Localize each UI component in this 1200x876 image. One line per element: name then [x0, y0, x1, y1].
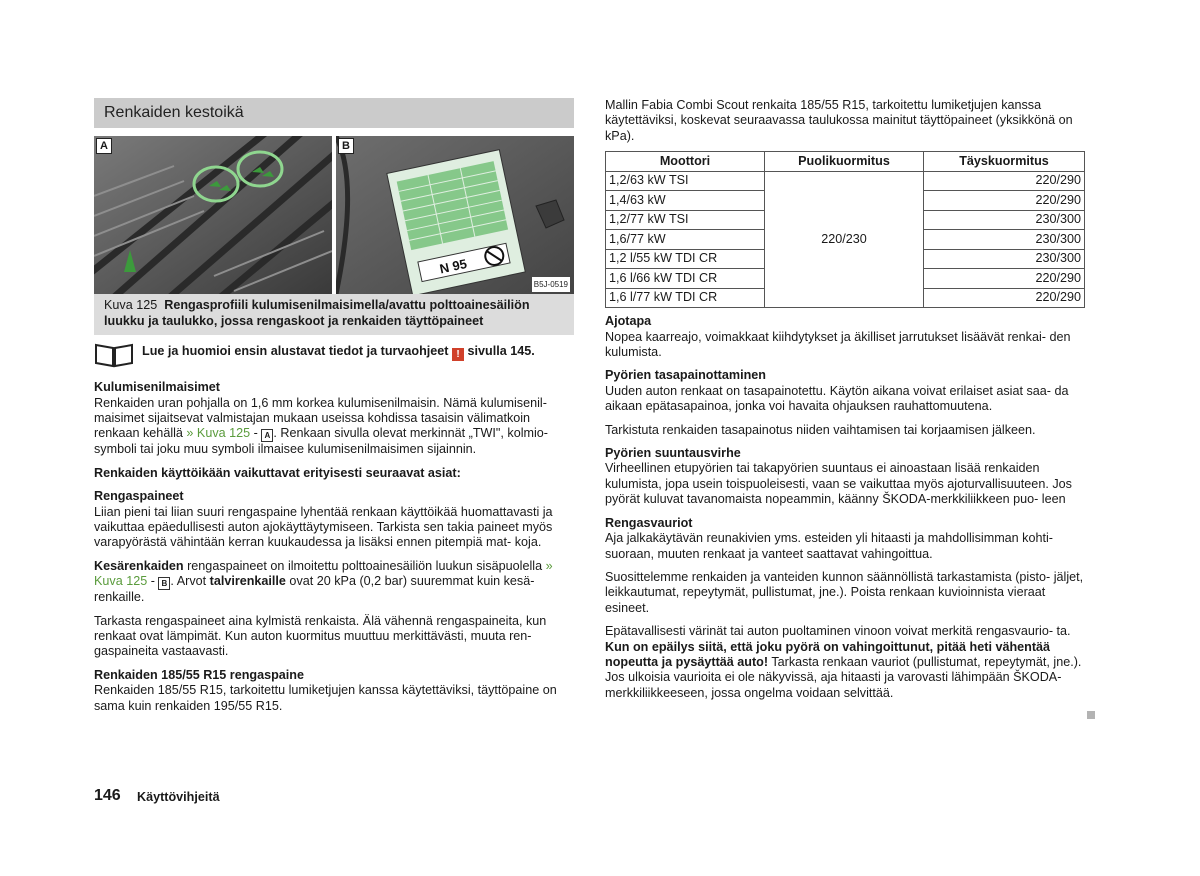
- notice-page-ref[interactable]: sivulla 145.: [467, 344, 535, 359]
- page-number: 146: [94, 787, 121, 804]
- vibration-text-2: Tarkasta renkaan vauriot (pullistumat, repeytymät, jne.). Jos ulkoisia vaurioita ei ole näkyvissä, aja hitaasti ja varovasti lähimpään ŠKODA-merkkiliikkeeseen, jossa ongelma voidaan selvittää.: [605, 654, 1082, 700]
- summer-text-1: rengaspaineet on ilmoitettu polttoainesäiliön luukun sisäpuolella: [183, 558, 543, 573]
- panel-a-letter: A: [96, 138, 112, 154]
- inspection-paragraph: Suosittelemme renkaiden ja vanteiden kunnon säännöllistä tarkastamista (pisto- jäljet, leikkautumat, repeytymät, pullistumat, jne.). Poista renkaan kuvioinnista vieraat esineet.: [605, 569, 1084, 615]
- r15-heading: Renkaiden 185/55 R15 rengaspaine: [94, 667, 304, 682]
- wear-indicator-heading: Kulumisenilmaisimet: [94, 380, 220, 395]
- safety-notice: [94, 342, 574, 368]
- summer-bold: Kesärenkaiden: [94, 558, 184, 573]
- book-icon: [94, 342, 134, 368]
- col-full-load: Täyskuormitus: [924, 152, 1085, 172]
- wear-text-2: . Renkaan sivulla olevat merkinnät „TWI", kolmio- symboli tai joku muu symboli ilmaisee kulumisenilmaisimen sijainnin.: [94, 426, 548, 457]
- summer-tyres-paragraph: [94, 559, 574, 606]
- engine-cell: 1,6 l/77 kW TDI CR: [606, 288, 765, 308]
- fuel-label-text: N 95: [438, 256, 469, 277]
- alignment-paragraph: Virheellinen etupyörien tai takapyörien suuntaus ei ainoastaan lisää renkaiden kulumista, jopa usein toispuoleisesti, vaan se vaikuttaa myös ajoturvallisuuteen. Jos pyörät kuluvat tavanomaista nopeammin, käänny ŠKODA-merkkiliikkeen puo- leen: [605, 461, 1072, 507]
- full-load-cell: 220/290: [924, 191, 1085, 211]
- driving-style-paragraph: Nopea kaarreajo, voimakkaat kiihdytykset ja äkilliset jarrutukset lisäävät renkai- den kulumista.: [605, 329, 1071, 360]
- footer-section-title: Käyttövihjeitä: [137, 790, 220, 804]
- notice-text: [142, 344, 535, 361]
- driving-style-heading: Ajotapa: [605, 314, 652, 329]
- table-header-row: [606, 152, 1085, 172]
- tyre-pressure-heading: Rengaspaineet: [94, 489, 184, 504]
- full-load-cell: 220/290: [924, 269, 1085, 289]
- caption-text: Rengasprofiili kulumisenilmaisimella/avattu polttoainesäiliön luukku ja taulukko, jossa rengaskoot ja renkaiden täyttöpaineet: [104, 298, 530, 328]
- vibration-text-1: Epätavallisesti värinät tai auton puoltaminen vinoon voivat merkitä rengasvaurio- ta.: [605, 624, 1071, 639]
- col-half-load: Puolikuormitus: [765, 152, 924, 172]
- balancing-heading: Pyörien tasapainottaminen: [605, 368, 766, 383]
- wear-text-1: Renkaiden uran pohjalla on 1,6 mm korkea kulumisenilmaisin. Nämä kulumisenil- maisimet sijaitsevat valmistajan mukaan useissa kohdissa tasaisin välimatkoin renkaan kehällä: [94, 395, 547, 441]
- col-engine: Moottori: [606, 152, 765, 172]
- figure-panel-b: [336, 136, 574, 294]
- intro-paragraph: Mallin Fabia Combi Scout renkaita 185/55 R15, tarkoitettu lumiketjujen kanssa käytettäviksi, koskevat seuraavassa taulukossa mainitut täyttöpaineet (yksikkönä on kPa).: [605, 98, 1073, 143]
- caption-label: Kuva 125: [104, 298, 158, 312]
- balancing-paragraph: Uuden auton renkaat on tasapainotettu. Käytön aikana voivat erilaiset asiat saa- da aikaan epätasapainoa, jonka voi havaita ohjauksen rauhattomuutena.: [605, 383, 1069, 414]
- summer-text-2: . Arvot: [170, 574, 210, 589]
- panel-ref-a: A: [261, 429, 273, 442]
- engine-cell: 1,2/63 kW TSI: [606, 171, 765, 191]
- winter-bold: talvirenkaille: [209, 574, 286, 589]
- full-load-cell: 230/300: [924, 249, 1085, 269]
- right-column: [605, 98, 1085, 709]
- engine-cell: 1,2/77 kW TSI: [606, 210, 765, 230]
- damage-heading: Rengasvauriot: [605, 515, 693, 530]
- half-load-cell: 220/230: [765, 171, 924, 308]
- warning-icon: !: [452, 348, 464, 361]
- cold-tyres-paragraph: Tarkasta rengaspaineet aina kylmistä renkaista. Älä vähennä rengaspaineita, kun renkaat ovat lämpimät. Kun auton kuormitus muuttuu merkittävästi, muuta ren- gaspaineita vastaavasti.: [94, 613, 547, 659]
- figure-panel-a: [94, 136, 332, 294]
- full-load-cell: 220/290: [924, 171, 1085, 191]
- figure-caption: [94, 294, 574, 335]
- damage-paragraph: Aja jalkakäytävän reunakivien yms. esteiden yli hitaasti ja mahdollisimman kohti- suoraan, muuten renkaat ja vanteet saattavat vahingoittua.: [605, 531, 1053, 561]
- vibration-paragraph: [605, 624, 1085, 701]
- image-code: B5J-0519: [532, 277, 570, 292]
- wear-indicator-paragraph: [94, 396, 574, 458]
- factors-heading: Renkaiden käyttöikään vaikuttavat erityisesti seuraavat asiat:: [94, 465, 461, 480]
- left-column: [94, 98, 574, 722]
- figure-link-b[interactable]: » Kuva 125: [94, 558, 553, 589]
- summer-text-3: ovat 20 kPa (0,2 bar) suuremmat kuin kesä- renkaille.: [94, 574, 535, 605]
- figure-link-a[interactable]: » Kuva 125: [186, 426, 251, 441]
- tyre-pressure-paragraph: Liian pieni tai liian suuri rengaspaine lyhentää renkaan käyttöikää huomattavasti ja vaikuttaa epäedullisesti auton ajokäyttäytymiseen. Tarkista sen takia paineet myös varapyörästä vähintään kerran kuukaudessa ja lisäksi ennen pitempiä mat- koja.: [94, 504, 553, 550]
- table-row: [606, 171, 1085, 191]
- panel-ref-b: B: [158, 577, 170, 590]
- balancing-paragraph-2: Tarkistuta renkaiden tasapainotus niiden vaihtamisen tai korjaamisen jälkeen.: [605, 422, 1036, 437]
- full-load-cell: 230/300: [924, 210, 1085, 230]
- full-load-cell: 220/290: [924, 288, 1085, 308]
- pressure-table: [605, 151, 1085, 308]
- engine-cell: 1,4/63 kW: [606, 191, 765, 211]
- engine-cell: 1,6/77 kW: [606, 230, 765, 250]
- section-end-marker: [1087, 711, 1095, 719]
- dash: -: [147, 574, 159, 589]
- figure-125: [94, 136, 574, 294]
- section-title: Renkaiden kestoikä: [94, 98, 574, 128]
- engine-cell: 1,6 l/66 kW TDI CR: [606, 269, 765, 289]
- panel-b-letter: B: [338, 138, 354, 154]
- vibration-warning-bold: Kun on epäilys siitä, että joku pyörä on vahingoittunut, pitää heti vähentää nopeutta ja pysäyttää auto!: [605, 639, 1051, 669]
- r15-paragraph: Renkaiden 185/55 R15, tarkoitettu lumiketjujen kanssa käytettäviksi, täyttöpaine on sama kuin renkaiden 195/55 R15.: [94, 683, 557, 713]
- engine-cell: 1,2 l/55 kW TDI CR: [606, 249, 765, 269]
- full-load-cell: 230/300: [924, 230, 1085, 250]
- alignment-heading: Pyörien suuntausvirhe: [605, 446, 741, 461]
- dash: -: [250, 426, 262, 441]
- notice-before: Lue ja huomioi ensin alustavat tiedot ja turvaohjeet: [142, 344, 449, 359]
- fuel-flap-image: [336, 136, 574, 294]
- tire-tread-image: [94, 136, 332, 294]
